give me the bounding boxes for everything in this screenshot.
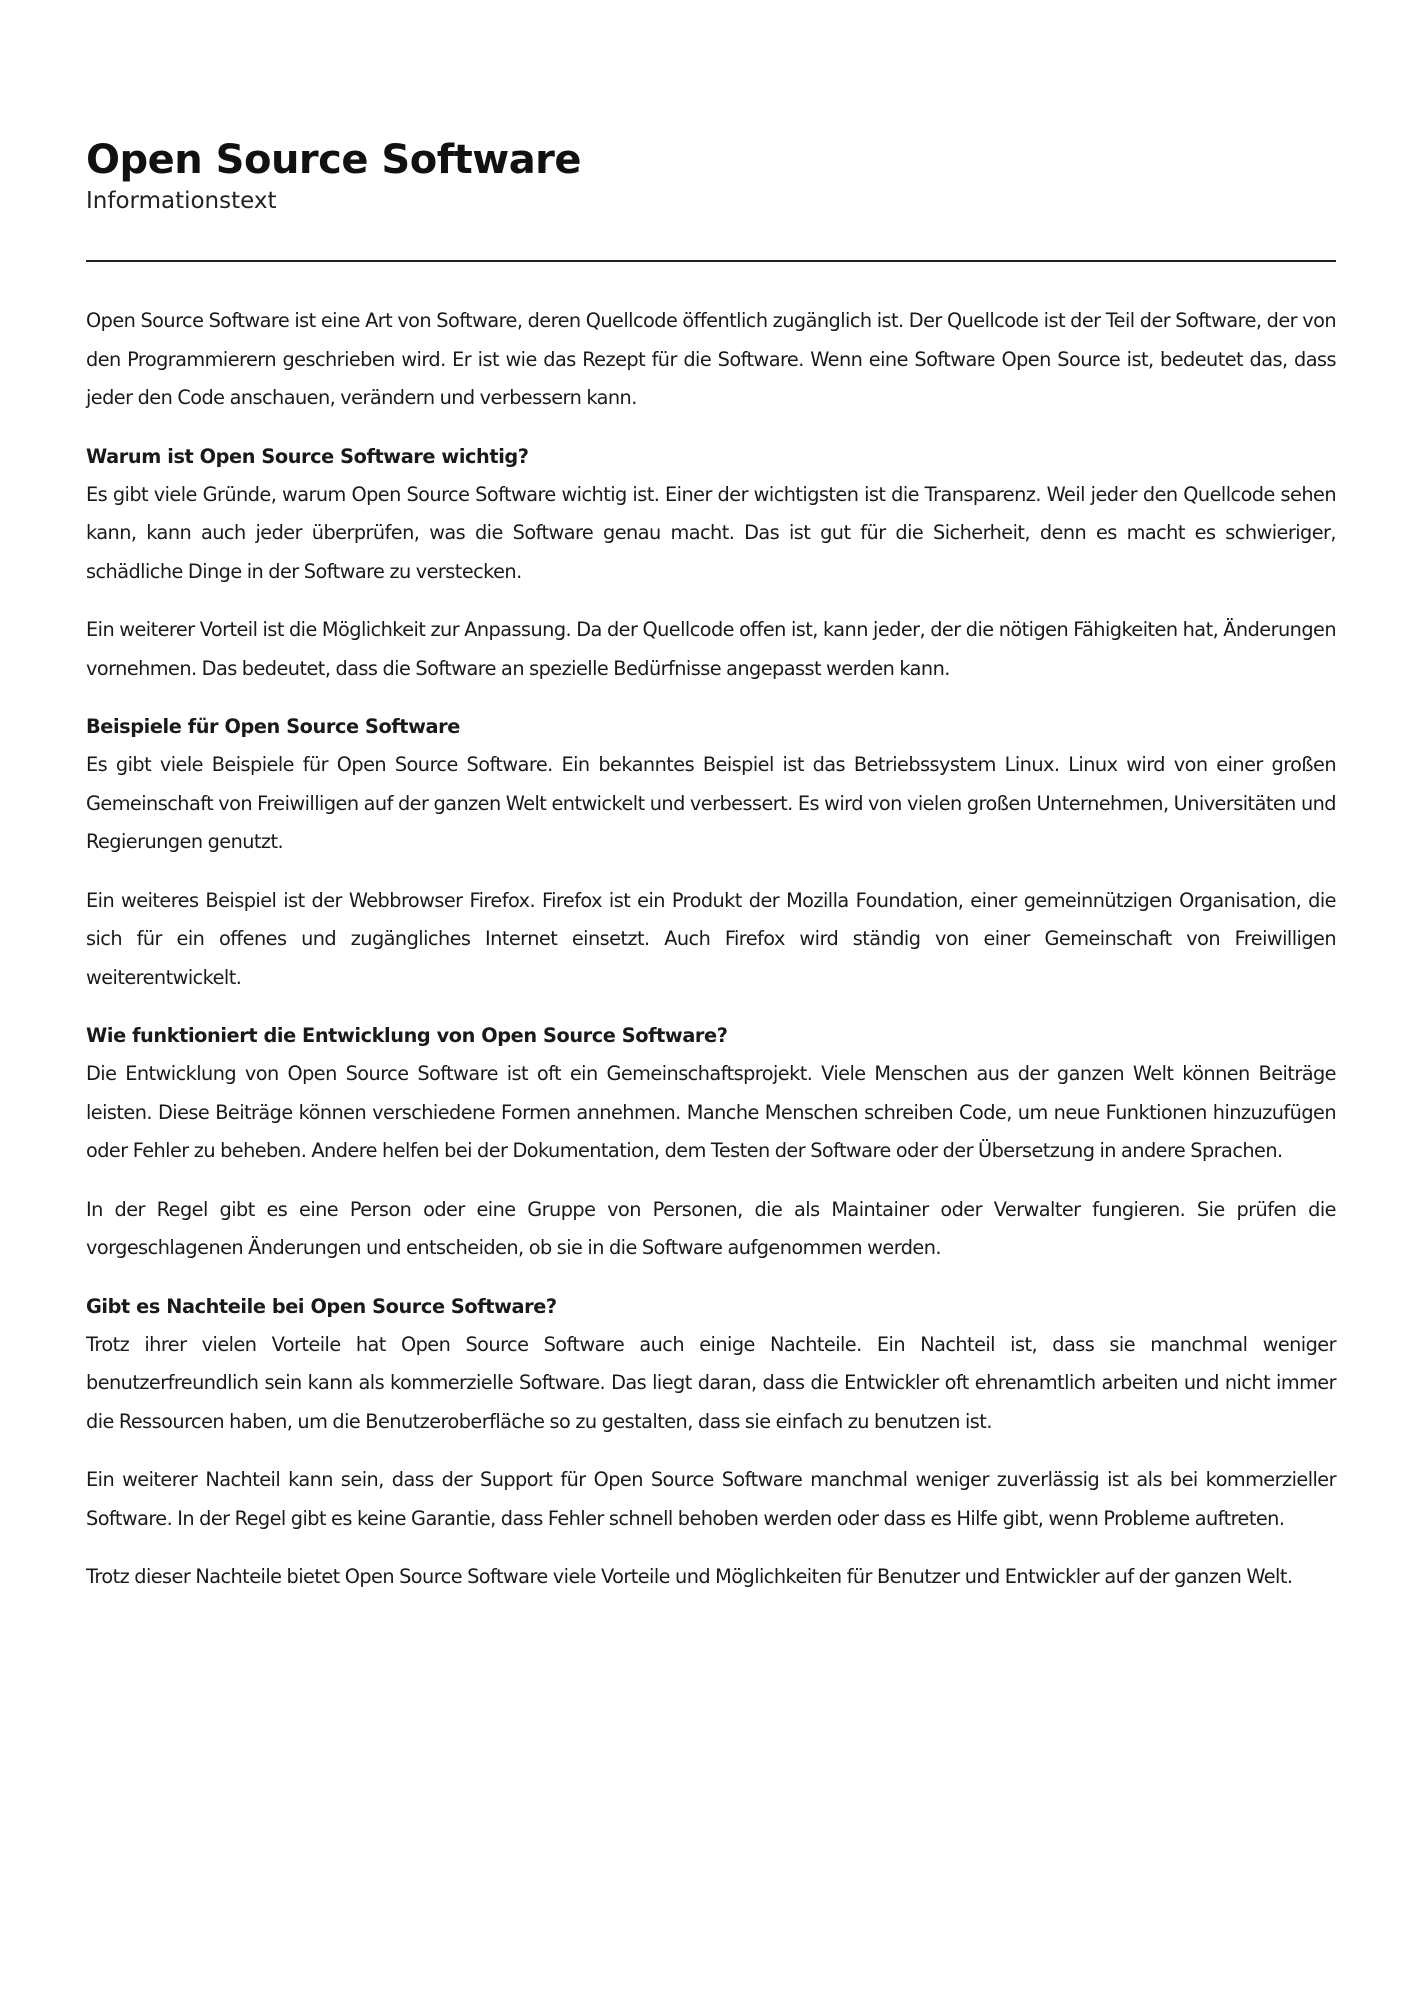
section-paragraph: Es gibt viele Beispiele für Open Source Software. Ein bekanntes Beispiel ist das Betriebssystem Linux. Linux wird von einer großen Gemeinschaft von Freiwilligen auf der ganzen Welt entwickelt und verbessert. Es wird von vielen großen Unternehmen, Universitäten und Regierungen genutzt. [86,753,1336,853]
section-paragraph: Ein weiterer Nachteil kann sein, dass der Support für Open Source Software manchmal weniger zuverlässig ist als bei kommerzieller Software. In der Regel gibt es keine Garantie, dass Fehler schnell behoben werden oder dass es Hilfe gibt, wenn Probleme auftreten. [86,1468,1336,1530]
section-heading: Wie funktioniert die Entwicklung von Open Source Software? [86,1024,728,1047]
header-divider [86,260,1336,262]
section-paragraph: In der Regel gibt es eine Person oder eine Gruppe von Personen, die als Maintainer oder Verwalter fungieren. Sie prüfen die vorgeschlagenen Änderungen und entscheiden, ob sie in die Software aufgenommen werden. [86,1197,1336,1259]
document-page [86,136,1336,1617]
section-nachteile [86,1288,1336,1597]
section-beispiele [86,708,1336,997]
section-paragraph: Trotz dieser Nachteile bietet Open Source Software viele Vorteile und Möglichkeiten für Benutzer und Entwickler auf der ganzen Welt. [86,1565,1293,1588]
section-heading: Warum ist Open Source Software wichtig? [86,444,529,468]
section-entwicklung [86,1017,1336,1268]
section-paragraph: Ein weiteres Beispiel ist der Webbrowser Firefox. Firefox ist ein Produkt der Mozilla Foundation, einer gemeinnützigen Organisation, die sich für ein offenes und zugängliches Internet einsetzt. Auch Firefox wird ständig von einer Gemeinschaft von Freiwilligen weiterentwickelt. [86,888,1336,989]
section-paragraph: Ein weiterer Vorteil ist die Möglichkeit zur Anpassung. Da der Quellcode offen ist, kann jeder, der die nötigen Fähigkeiten hat, Änderungen vornehmen. Das bedeutet, dass die Software an spezielle Bedürfnisse angepasst werden kann. [86,618,1336,680]
document-title: Open Source Software [86,137,582,183]
section-paragraph: Die Entwicklung von Open Source Software ist oft ein Gemeinschaftsprojekt. Viele Menschen aus der ganzen Welt können Beiträge leisten. Diese Beiträge können verschiedene Formen annehmen. Manche Menschen schreiben Code, um neue Funktionen hinzuzufügen oder Fehler zu beheben. Andere helfen bei der Dokumentation, dem Testen der Software oder der Übersetzung in andere Sprachen. [86,1062,1336,1162]
intro-paragraph: Open Source Software ist eine Art von Software, deren Quellcode öffentlich zugänglich ist. Der Quellcode ist der Teil der Software, der von den Programmierern geschrieben wird. Er ist wie das Rezept für die Software. Wenn eine Software Open Source ist, bedeutet das, dass jeder den Code anschauen, verändern und verbessern kann. [86,309,1336,409]
section-heading: Beispiele für Open Source Software [86,715,460,738]
section-paragraph: Trotz ihrer vielen Vorteile hat Open Source Software auch einige Nachteile. Ein Nachteil ist, dass sie manchmal weniger benutzerfreundlich sein kann als kommerzielle Software. Das liegt daran, dass die Entwickler oft ehrenamtlich arbeiten und nicht immer die Ressourcen haben, um die Benutzeroberfläche so zu gestalten, dass sie einfach zu benutzen ist. [86,1332,1336,1433]
section-paragraph: Es gibt viele Gründe, warum Open Source Software wichtig ist. Einer der wichtigsten ist die Transparenz. Weil jeder den Quellcode sehen kann, kann auch jeder überprüfen, was die Software genau macht. Das ist gut für die Sicherheit, denn es macht es schwieriger, schädliche Dinge in der Software zu verstecken. [86,482,1336,583]
document-body [86,302,1336,1597]
document-subtitle: Informationstext [86,188,277,214]
section-heading: Gibt es Nachteile bei Open Source Software? [86,1294,557,1318]
section-warum [86,438,1336,689]
